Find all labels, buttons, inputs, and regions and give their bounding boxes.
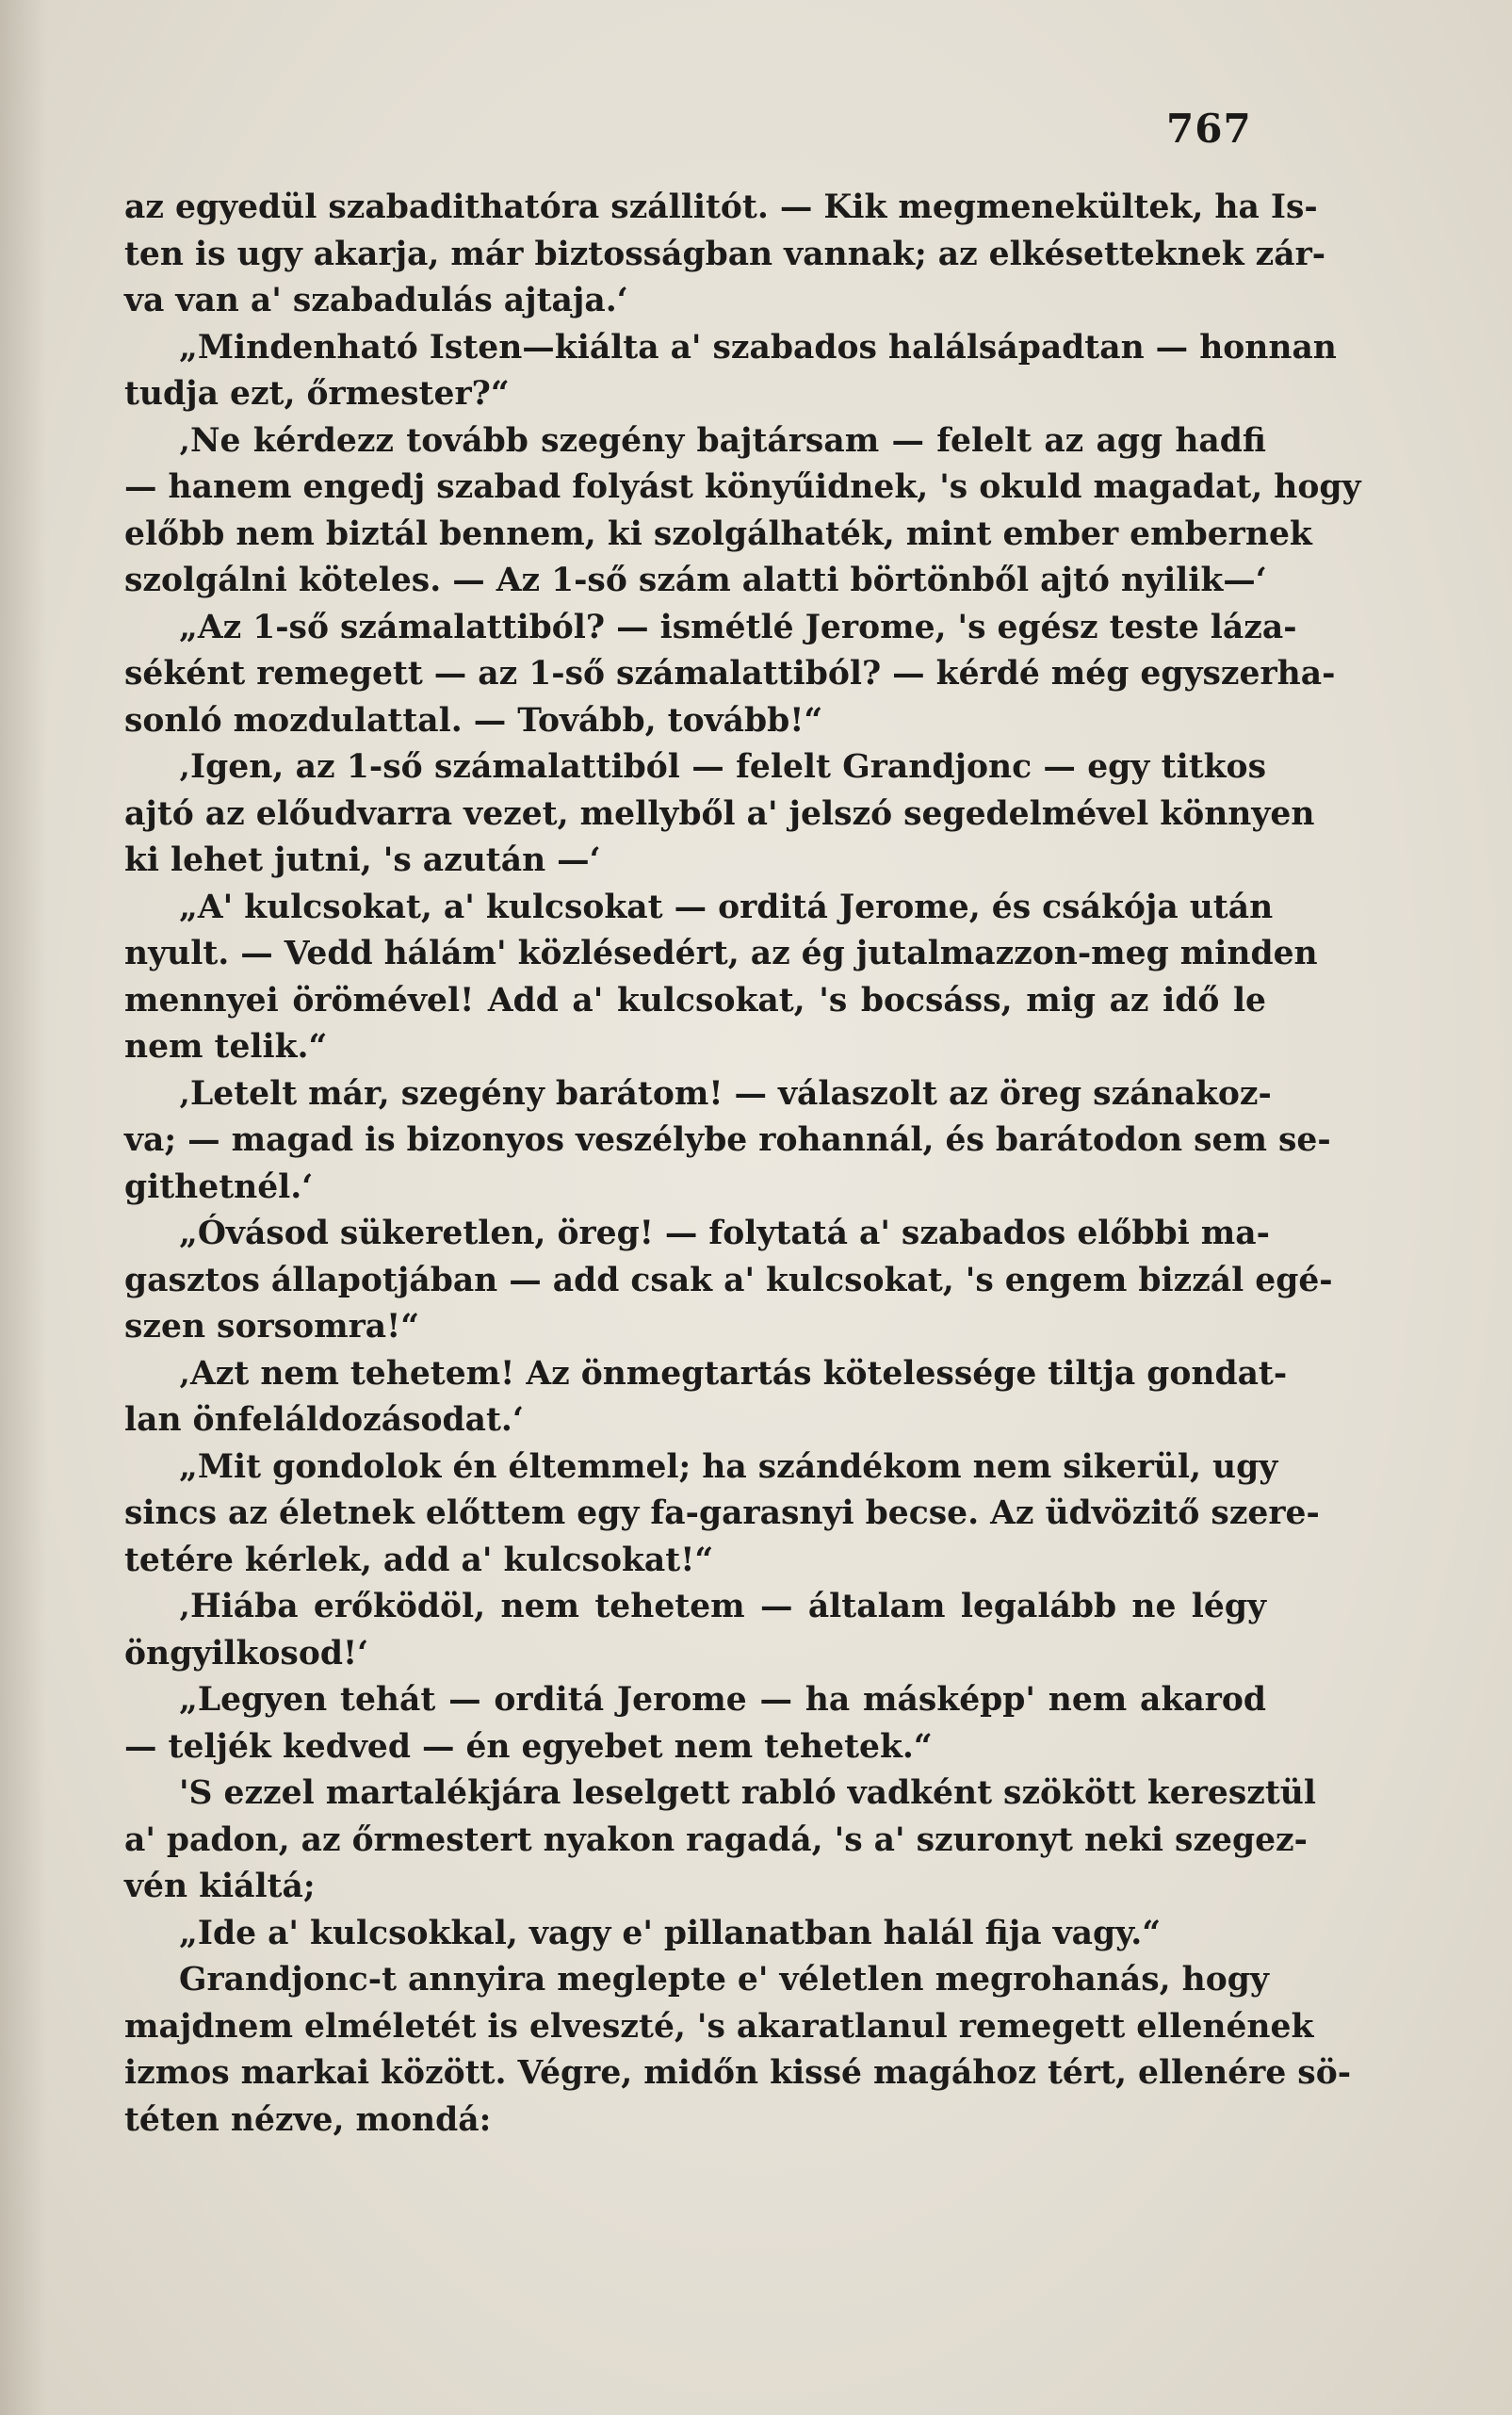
text-line: ten is ugy akarja, már biztosságban vannak; az elkésetteknek zár- [124,235,1326,273]
text-line: mennyei örömével! Add a' kulcsokat, 's bocsáss, mig az idő le [124,981,1266,1020]
text-line: „Mindenható Isten—kiálta a' szabados halálsápadtan — honnan [179,328,1337,367]
text-line: a' padon, az őrmestert nyakon ragadá, 's a' szuronyt neki szegez- [124,1820,1308,1859]
text-line: ‚Letelt már, szegény barátom! — válaszolt az öreg szánakoz- [179,1074,1272,1113]
text-line: — hanem engedj szabad folyást könyűidnek, 's okuld magadat, hogy [124,468,1361,506]
text-line: Grandjonc-t annyira meglepte e' véletlen megrohanás, hogy [179,1961,1269,1999]
text-line: „Ide a' kulcsokkal, vagy e' pillanatban halál fija vagy.“ [179,1914,1162,1952]
text-line: az egyedül szabadithatóra szállitót. — Kik megmenekültek, ha Is- [124,188,1318,226]
text-line: izmos markai között. Végre, midőn kissé magához tért, ellenére sö- [124,2054,1352,2092]
text-line: szolgálni köteles. — Az 1-ső szám alatti börtönből ajtó nyilik—‘ [124,562,1267,599]
text-line: gasztos állapotjában — add csak a' kulcsokat, 's engem bizzál egé- [124,1261,1333,1299]
text-line: előbb nem biztál bennem, ki szolgálhaték, mint ember embernek [124,514,1312,553]
text-line: séként remegett — az 1-ső számalattiból? — kérdé még egyszerha- [124,655,1336,693]
text-line: „Óvásod sükeretlen, öreg! — folytatá a' szabados előbbi ma- [179,1215,1270,1252]
text-line: „Legyen tehát — orditá Jerome — ha másképp' nem akarod [179,1681,1266,1719]
page-number: 767 [1166,106,1252,152]
text-line: téten nézve, mondá: [124,2100,492,2139]
text-line: öngyilkosod!‘ [124,1634,369,1673]
text-line: ‚Hiába erőködöl, nem tehetem — általam legalább ne légy [179,1588,1266,1625]
text-line: vén kiáltá; [124,1868,316,1905]
text-line: ajtó az előudvarra vezet, mellyből a' jelszó segedelmével könnyen [124,794,1315,833]
text-line: nyult. — Vedd hálám' közlésedért, az ég jutalmazzon-meg minden [124,935,1318,972]
text-line: sincs az életnek előttem egy fa-garasnyi becse. Az üdvözitő szere- [124,1494,1320,1532]
text-line: „Az 1-ső számalattiból? — ismétlé Jerome, 's egész teste láza- [179,608,1297,646]
text-line: „Mit gondolok én éltemmel; ha szándékom nem sikerül, ugy [179,1447,1278,1486]
text-line: szen sorsomra!“ [124,1308,420,1346]
page-text-body [124,185,1361,2144]
text-line: ‚Azt nem tehetem! Az önmegtartás kötelessége tiltja gondat- [179,1354,1288,1393]
text-line: 'S ezzel martalékjára leselgett rabló vadként szökött keresztül [179,1774,1316,1812]
text-line: „A' kulcsokat, a' kulcsokat — orditá Jerome, és csákója után [179,888,1274,926]
page-gutter-shadow [0,0,47,2415]
text-line: tetére kérlek, add a' kulcsokat!“ [124,1541,714,1579]
text-line: lan önfeláldozásodat.‘ [124,1401,524,1439]
text-line: tudja ezt, őrmester?“ [124,375,510,413]
text-line: ki lehet jutni, 's azután —‘ [124,841,601,879]
text-line: — teljék kedved — én egyebet nem tehetek.“ [124,1727,933,1766]
text-line: nem telik.“ [124,1028,328,1066]
text-line: majdnem elméletét is elveszté, 's akaratlanul remegett ellenének [124,2007,1314,2046]
text-line: ‚Igen, az 1-ső számalattiból — felelt Grandjonc — egy titkos [179,748,1266,786]
text-line: githetnél.‘ [124,1167,314,1206]
text-line: va van a' szabadulás ajtaja.‘ [124,282,628,319]
text-line: sonló mozdulattal. — Tovább, tovább!“ [124,701,823,740]
text-line: va; — magad is bizonyos veszélybe rohannál, és barátodon sem se- [124,1121,1331,1159]
text-line: ‚Ne kérdezz tovább szegény bajtársam — felelt az agg hadfi [179,421,1266,460]
